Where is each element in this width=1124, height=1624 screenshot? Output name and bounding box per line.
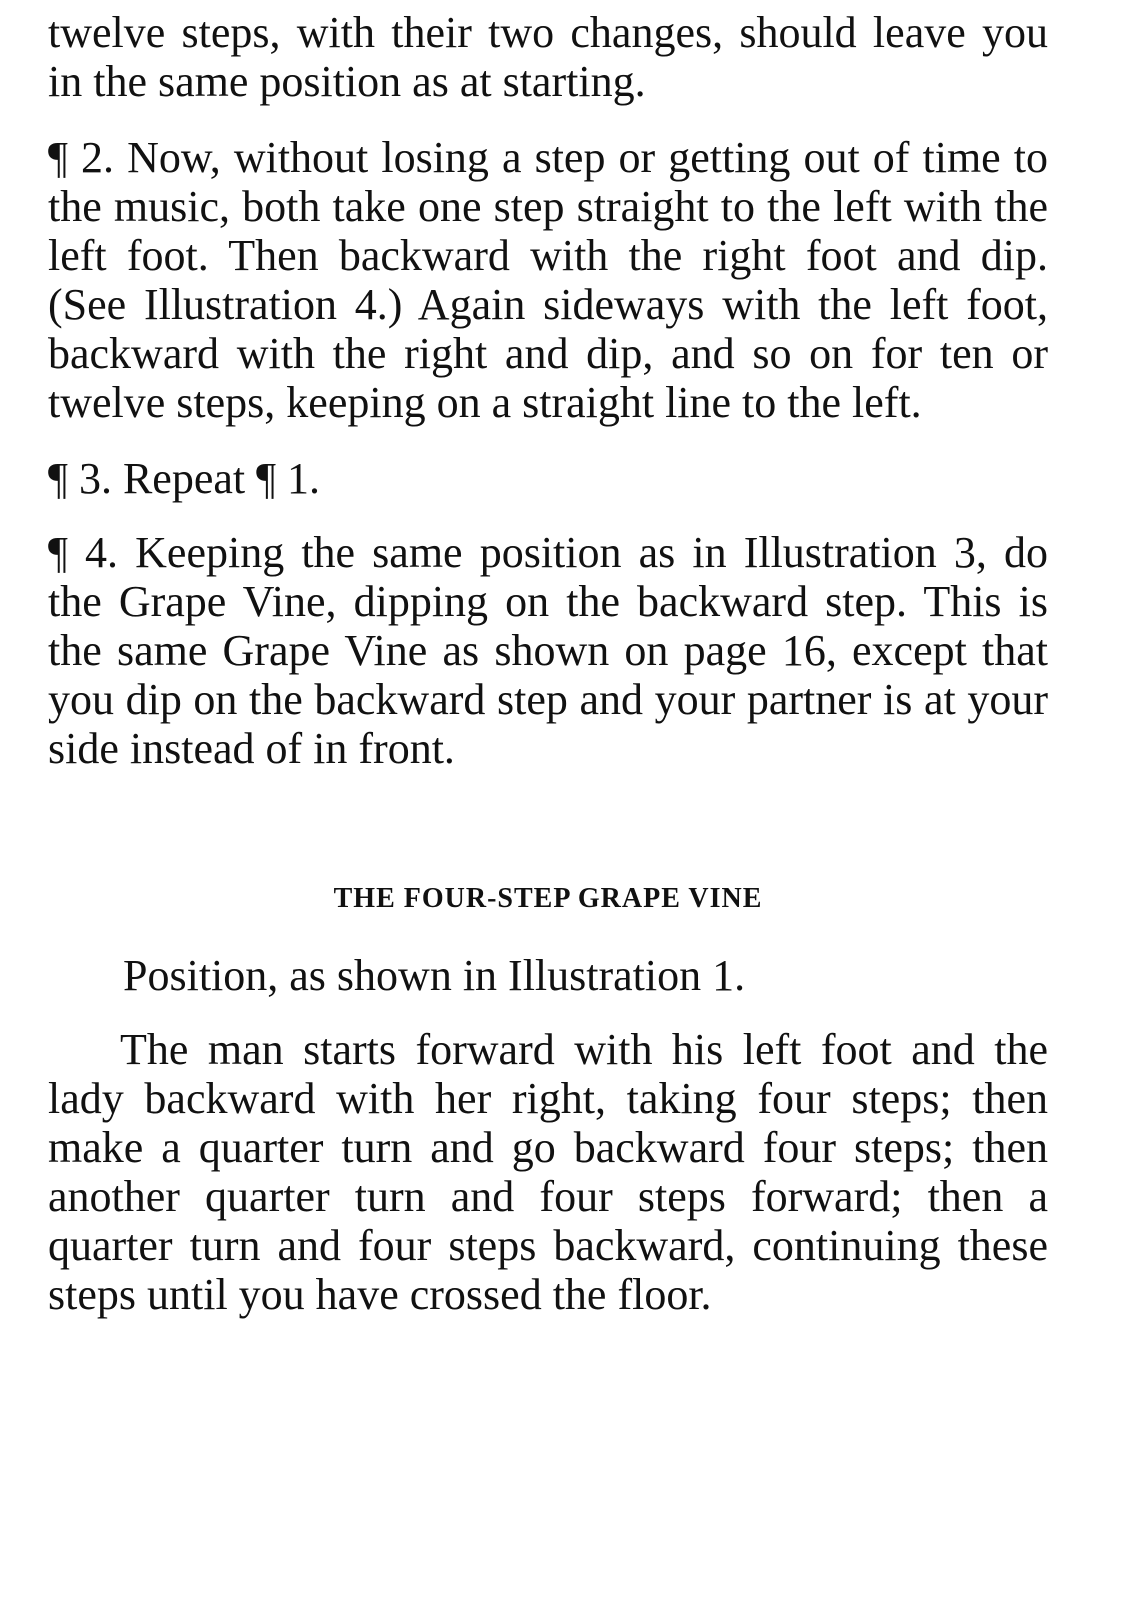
paragraph-continued: twelve steps, with their two changes, should leave you in the same position as at starting. [48,8,1048,106]
book-page [48,8,1048,1319]
section-body: The man starts forward with his left foot and the lady backward with her right, taking four steps; then make a quarter turn and go backward four steps; then another quarter turn and four steps forward; then a quarter turn and four steps backward, continuing these steps until you have crossed the floor. [48,1025,1048,1319]
paragraph-3: ¶ 3. Repeat ¶ 1. [48,454,321,503]
section-heading: THE FOUR-STEP GRAPE VINE [333,883,763,914]
paragraph-4: ¶ 4. Keeping the same position as in Illustration 3, do the Grape Vine, dipping on the backward step. This is the same Grape Vine as shown on page 16, except that you dip on the backward step and your partner is at your side instead of in front. [48,528,1048,773]
paragraph-2: ¶ 2. Now, without losing a step or getting out of time to the music, both take one step straight to the left with the left foot. Then backward with the right foot and dip. (See Illustration 4.) Again sideways with the left foot, backward with the right and dip, and so on for ten or twelve steps, keeping on a straight line to the left. [48,133,1048,427]
position-line: Position, as shown in Illustration 1. [123,951,746,1000]
